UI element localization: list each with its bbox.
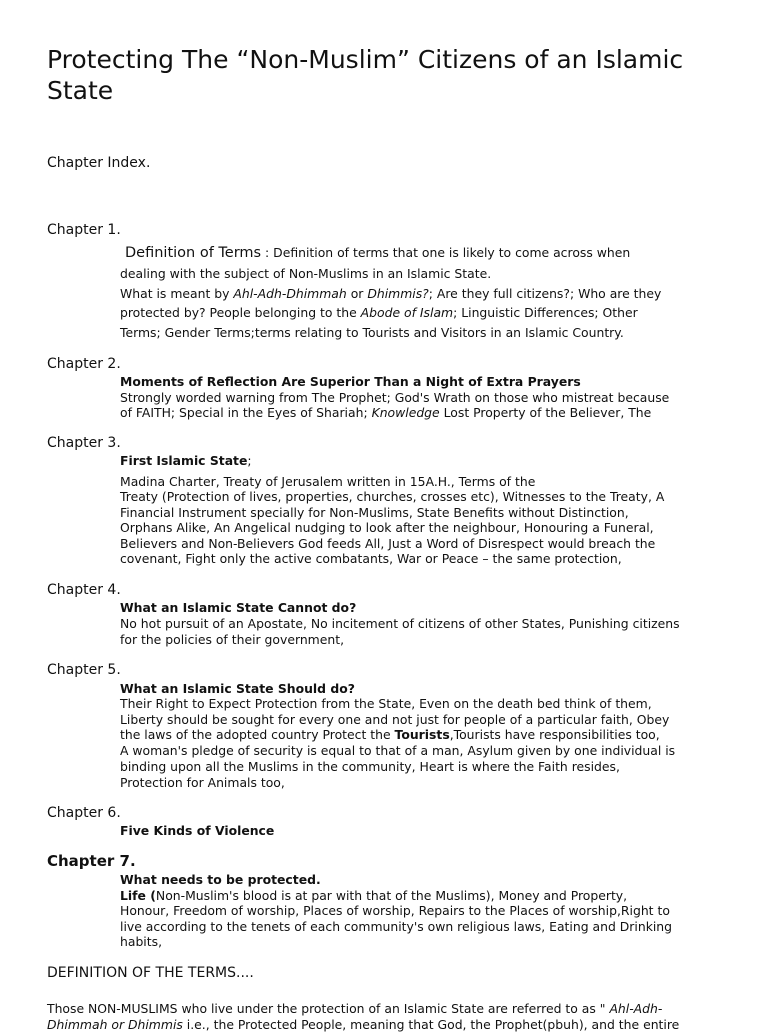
text-run: Dhimmis? — [367, 286, 429, 301]
text-run: Life ( — [120, 888, 156, 903]
chapter-line — [120, 489, 664, 505]
text-run: Five Kinds of Violence — [120, 823, 275, 838]
chapter-line — [120, 919, 672, 935]
text-run: Tourists — [394, 727, 450, 742]
text-run: habits, — [120, 934, 163, 949]
chapter-line — [120, 505, 629, 521]
chapter-line — [120, 305, 638, 321]
text-run: : Definition of terms that one is likely to come across when — [261, 245, 631, 260]
text-run: Non-Muslim's blood is at par with that of the Muslims), Money and Property, — [155, 888, 628, 903]
text-run: binding upon all the Muslims in the community, Heart is where the Faith resides, — [120, 759, 620, 774]
text-run: Their Right to Expect Protection from the State, Even on the death bed think of them, — [120, 696, 652, 711]
chapter-heading: Chapter 3. — [47, 435, 121, 451]
chapter-heading: Chapter 7. — [47, 852, 136, 870]
chapter-line — [120, 681, 355, 697]
text-run: Abode of Islam — [360, 305, 454, 320]
text-run: No hot pursuit of an Apostate, No incitement of citizens of other States, Punishing citizens — [120, 616, 680, 631]
page-title: Protecting The “Non-Muslim” Citizens of an Islamic State — [47, 45, 684, 105]
text-run: ; Are they full citizens?; Who are they — [428, 286, 662, 301]
text-run: What an Islamic State Should do? — [120, 681, 355, 696]
chapter-line — [120, 759, 620, 775]
chapter-line — [125, 245, 630, 261]
chapter-line — [120, 823, 274, 839]
text-run: Ahl-Adh- — [609, 1001, 663, 1016]
chapter-line — [120, 743, 675, 759]
text-run: Ahl-Adh-Dhimmah — [233, 286, 347, 301]
text-run: Financial Instrument specially for Non-Muslims, State Benefits without Distinction, — [120, 505, 629, 520]
chapter-line — [120, 325, 624, 341]
text-run: What an Islamic State Cannot do? — [120, 600, 357, 615]
chapter-line — [120, 600, 356, 616]
text-run: Honour, Freedom of worship, Places of worship, Repairs to the Places of worship,Right to — [120, 903, 670, 918]
text-run: Moments of Reflection Are Superior Than a Night of Extra Prayers — [120, 374, 581, 389]
text-run: Liberty should be sought for every one and not just for people of a particular faith, Obey — [120, 712, 670, 727]
text-run: Terms; Gender Terms;terms relating to Tourists and Visitors in an Islamic Country. — [120, 325, 624, 340]
definition-paragraph — [47, 1001, 679, 1033]
chapter-line — [120, 374, 581, 390]
chapter-heading: Chapter 5. — [47, 662, 121, 678]
chapter-line — [120, 453, 252, 469]
text-run: Knowledge — [371, 405, 440, 420]
text-run: Protection for Animals too, — [120, 775, 285, 790]
text-run: i.e., the Protected People, meaning that God, the Prophet(pbuh), and the entire — [182, 1017, 680, 1032]
chapter-line — [120, 390, 669, 406]
chapter-line — [120, 903, 670, 919]
chapter-line — [120, 934, 162, 950]
text-run: Lost Property of the Believer, The — [439, 405, 652, 420]
chapter-line — [120, 474, 535, 490]
text-run: protected by? People belonging to the — [120, 305, 361, 320]
chapter-line — [120, 536, 655, 552]
text-run: Those NON-MUSLIMS who live under the protection of an Islamic State are referred to as " — [47, 1001, 610, 1016]
text-run: Treaty (Protection of lives, properties, churches, crosses etc), Witnesses to the Treaty, A — [120, 489, 665, 504]
text-run: the laws of the adopted country Protect the — [120, 727, 395, 742]
chapter-heading: Chapter 4. — [47, 582, 121, 598]
chapter-line — [120, 266, 491, 282]
chapter-line — [120, 616, 680, 632]
paragraph-line — [47, 1001, 679, 1017]
chapter-heading: Chapter 6. — [47, 805, 121, 821]
definition-heading: DEFINITION OF THE TERMS.... — [47, 965, 254, 981]
chapter-line — [120, 888, 627, 904]
chapter-line — [120, 712, 669, 728]
chapter-line — [120, 405, 651, 421]
text-run: Dhimmah or Dhimmis — [47, 1017, 183, 1032]
text-run: Madina Charter, Treaty of Jerusalem written in 15A.H., Terms of the — [120, 474, 536, 489]
text-run: for the policies of their government, — [120, 632, 345, 647]
chapter-heading: Chapter 1. — [47, 222, 121, 238]
text-run: First Islamic State — [120, 453, 248, 468]
chapter-line — [120, 286, 661, 302]
chapter-index-heading: Chapter Index. — [47, 155, 151, 171]
text-run: Definition of Terms — [125, 245, 262, 261]
text-run: Strongly worded warning from The Prophet; God's Wrath on those who mistreat because — [120, 390, 670, 405]
chapter-heading: Chapter 2. — [47, 356, 121, 372]
chapter-line — [120, 632, 344, 648]
chapter-line — [120, 520, 654, 536]
text-run: A woman's pledge of security is equal to that of a man, Asylum given by one individual is — [120, 743, 676, 758]
chapter-line — [120, 727, 660, 743]
chapter-line — [120, 775, 285, 791]
text-run: What needs to be protected. — [120, 872, 321, 887]
text-run: Orphans Alike, An Angelical nudging to look after the neighbour, Honouring a Funeral, — [120, 520, 654, 535]
text-run: dealing with the subject of Non-Muslims in an Islamic State. — [120, 266, 492, 281]
text-run: Believers and Non-Believers God feeds All, Just a Word of Disrespect would breach the — [120, 536, 656, 551]
text-run: What is meant by — [120, 286, 234, 301]
text-run: ; — [247, 453, 252, 468]
chapter-line — [120, 872, 321, 888]
chapter-line — [120, 696, 652, 712]
chapter-line — [120, 551, 622, 567]
text-run: covenant, Fight only the active combatants, War or Peace – the same protection, — [120, 551, 622, 566]
text-run: live according to the tenets of each community's own religious laws, Eating and Drinking — [120, 919, 673, 934]
paragraph-line — [47, 1017, 679, 1033]
text-run: ,Tourists have responsibilities too, — [449, 727, 660, 742]
text-run: of FAITH; Special in the Eyes of Shariah; — [120, 405, 372, 420]
text-run: or — [346, 286, 368, 301]
text-run: ; Linguistic Differences; Other — [453, 305, 638, 320]
